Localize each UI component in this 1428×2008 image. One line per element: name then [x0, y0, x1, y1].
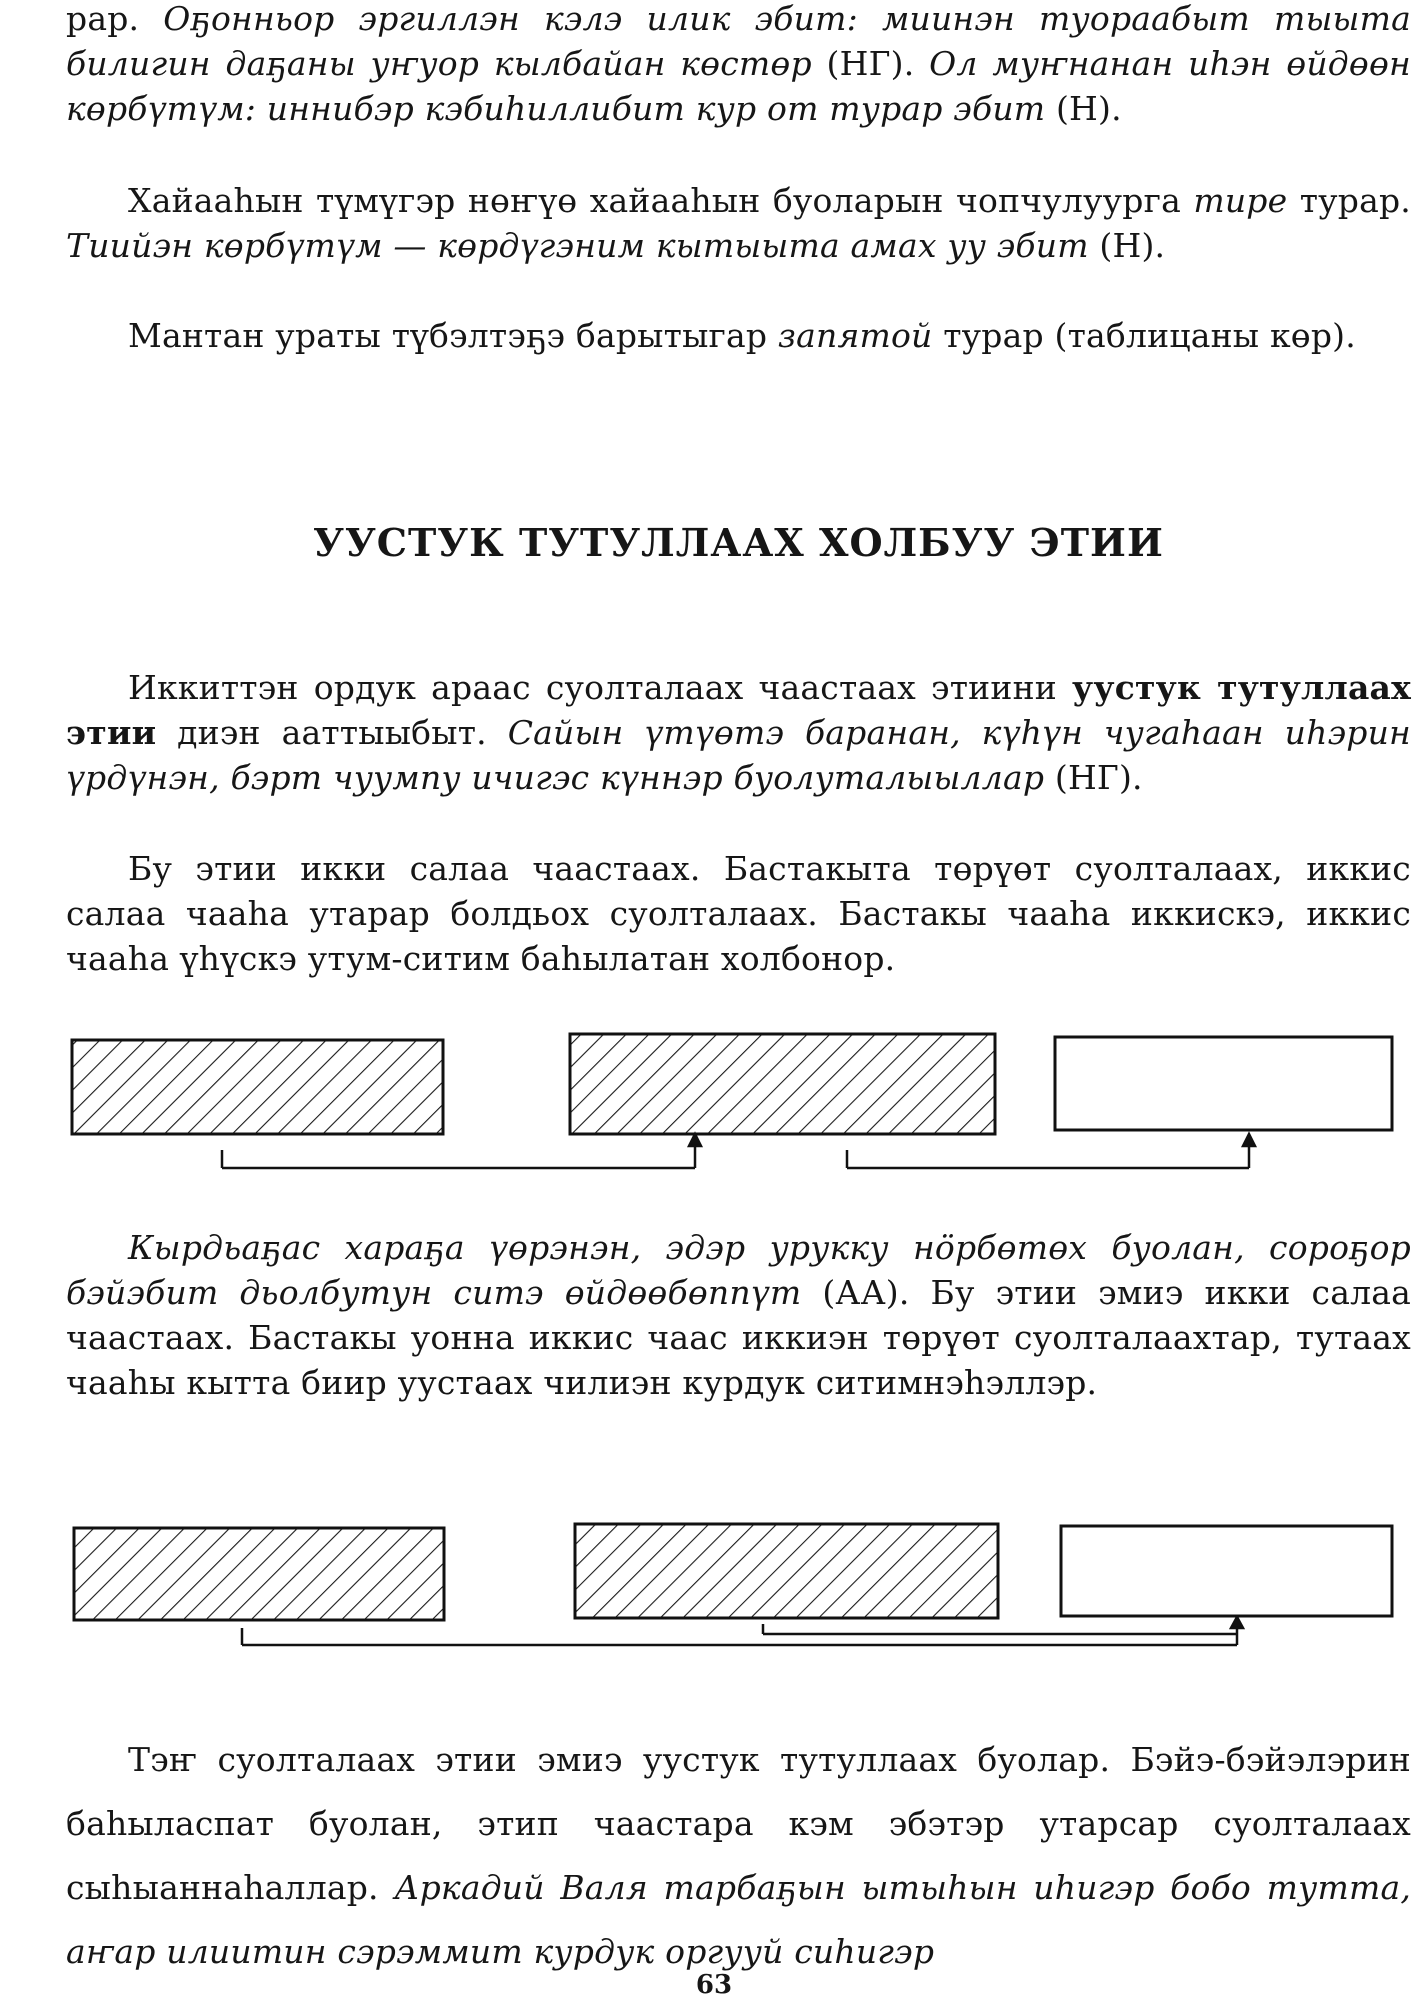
- p3-text-2: турар (таблицаны көр).: [932, 316, 1356, 355]
- p6-text: (АА). Бу этии эмиэ икки салаа чаастаах. Бастакы уонна иккис чаас иккиэн төрүөт суолталаахтар, тутаах чааһы кытта биир уустаах чилиэн курдук ситимнэһэллэр.: [66, 1273, 1411, 1402]
- sentence-scheme-1: [66, 1028, 1411, 1178]
- p1-source-1: (НГ).: [811, 44, 930, 83]
- scheme-2-box-1-hatched: [74, 1528, 444, 1620]
- p2-text-2: турар.: [1287, 181, 1411, 220]
- p2-source: (Н).: [1088, 226, 1166, 265]
- p3-text: Мантан ураты түбэлтэҕэ барытыгар: [128, 316, 778, 355]
- p6-example: Кырдьаҕас хараҕа үөрэнэн, эдэр урукку нӧрбөтөх буолан, сороҕор бэйэбит дьолбутун ситэ өйдөөбөппүт: [66, 1228, 1411, 1312]
- paragraph-7: [66, 1728, 1411, 1984]
- paragraph-5: Бу этии икки салаа чаастаах. Бастакыта төрүөт суолталаах, иккис салаа чааһа утарар болдьох суолталаах. Бастакы чааһа иккискэ, иккис чааһа үһүскэ утум-ситим баһылатан холбонор.: [66, 849, 1411, 978]
- p1-source-2: (Н).: [1045, 89, 1122, 128]
- p1-example-1: Оҕонньор эргиллэн кэлэ илик эбит: миинэн туораабыт тыыта билигин даҕаны уҥуор кылбайан көстөр: [66, 0, 1411, 83]
- p3-term: запятой: [777, 316, 933, 355]
- sentence-scheme-2: [66, 1510, 1411, 1650]
- paragraph-1: [66, 0, 1411, 131]
- page-number: 63: [695, 1970, 733, 2000]
- p7-text: Тэҥ суолталаах этии эмиэ уустук тутуллаах буолар. Бэйэ-бэйэлэрин баһыласпат буолан, этип чаастара кэм эбэтэр утарсар суолталаах сыһыаннаһаллар.: [66, 1740, 1411, 1907]
- p1-example-2: Ол муҥнанан иһэн өйдөөн көрбүтүм: иннибэр кэбиһиллибит кур от турар эбит: [66, 44, 1411, 128]
- section-heading: УУСТУК ТУТУЛЛААХ ХОЛБУУ ЭТИИ: [313, 520, 1164, 565]
- paragraph-2: [66, 178, 1411, 268]
- scheme-2-link-2-to-3: [763, 1617, 1243, 1634]
- scheme-1-link-2-to-3: [847, 1134, 1255, 1168]
- p4-source: (НГ).: [1044, 758, 1143, 797]
- p2-example: Тиийэн көрбүтүм — көрдүгэним кытыыта амах уу эбит: [66, 226, 1089, 265]
- scheme-1-link-1-to-2: [222, 1134, 701, 1168]
- p1-text: рар.: [66, 0, 164, 38]
- paragraph-3: [66, 313, 1411, 358]
- p4-example: Сайын үтүөтэ баранан, күһүн чугаһаан иһэрин үрдүнэн, бэрт чуумпу ичигэс күннэр буолуталыыллар: [66, 713, 1411, 797]
- paragraph-4: [66, 665, 1411, 800]
- p7-example: Аркадий Валя тарбаҕын ытыһын иһигэр бобо тутта, аҥар илиитин сэрэммит курдук оргууй сиһигэр: [66, 1868, 1412, 1971]
- scheme-1-box-1-hatched: [72, 1040, 443, 1134]
- scheme-2-box-2-hatched: [575, 1524, 998, 1618]
- p2-term: тире: [1193, 181, 1288, 220]
- p2-text: Хайааһын түмүгэр нөҥүө хайааһын буоларын чопчулуурга: [128, 181, 1194, 220]
- paragraph-6: [66, 1225, 1411, 1405]
- scheme-1-box-3-empty: [1055, 1037, 1392, 1130]
- p4-term: уустук тутуллаах этии: [66, 668, 1411, 752]
- scheme-1-box-2-hatched: [570, 1034, 995, 1134]
- p4-text-2: диэн ааттыыбыт.: [156, 713, 508, 752]
- scheme-2-box-3-empty: [1061, 1526, 1392, 1616]
- p4-text: Иккиттэн ордук араас суолталаах чаастаах этиини: [128, 668, 1073, 707]
